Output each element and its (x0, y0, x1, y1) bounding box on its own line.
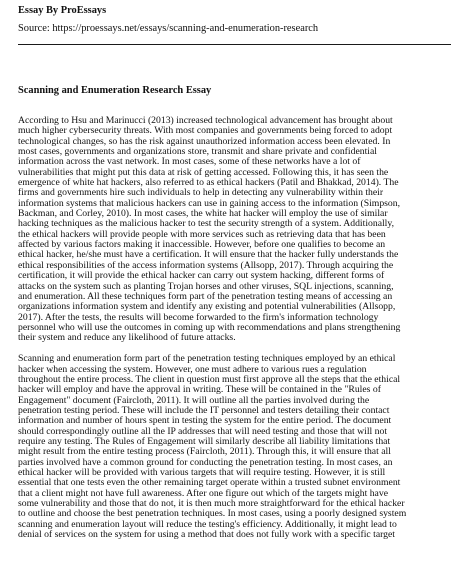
paragraph-line: denial of services on the system for using a method that does not fully work with a specific target (18, 530, 396, 540)
paragraph-line: throughout the entire process. The client in question must first approve all the steps that the ethical (18, 374, 401, 385)
essay-title: Scanning and Enumeration Research Essay (18, 85, 212, 96)
paragraph-line: hacker when accessing the system. However, one must adhere to various rues a regulation (18, 364, 367, 375)
paragraph-line: ethical hacker will be provided with various targets that will require testing. However, it is still (18, 467, 386, 478)
paragraph-line: affected by various factors making it inaccessible. However, before one qualifies to become an (18, 240, 386, 251)
paragraph-line: that a client might not have full awareness. After one figure out which of the targets might have (18, 488, 388, 499)
paragraph-line: personnel who will use the outcomes in coming up with recommendations and plans strengthening (18, 322, 401, 333)
paragraph-line: much higher cybersecurity threats. With most companies and governments being forced to adopt (18, 126, 393, 137)
paragraph-line: hacker will employ and have the approval in writing. These will be contained in the "Rules of (18, 385, 381, 396)
source-line: Source: https://proessays.net/essays/scanning-and-enumeration-research (18, 23, 319, 34)
paragraph-line: most cases, governments and organizations store, transmit and share private and confidential (18, 147, 377, 158)
paragraph-line: information systems that malicious hackers can use in gaining access to the information (Simpson, (18, 198, 401, 209)
header-divider (18, 44, 451, 45)
paragraph-line: firms and governments hire such individuals to help in detecting any vulnerability within their (18, 188, 384, 199)
paragraph-line: technological changes, so has the risk against unauthorized information access been elevated. In (18, 136, 391, 147)
paragraph-line: hacking techniques as the malicious hacker to test the security strength of a system. Additionally, (18, 219, 395, 230)
paragraph-line: According to Hsu and Marinucci (2013) increased technological advancement has brought about (18, 116, 393, 126)
essay-body (18, 116, 454, 551)
paragraph-line: organizations information system and identify any existing and potential vulnerabilities (Allsopp, (18, 302, 396, 313)
paragraph-line: information and number of hours spent in testing the system for the entire period. The document (18, 416, 392, 427)
paragraph-line: ethical responsibilities of the access information systems (Allsopp, 2017). Through acquiring the (18, 260, 394, 271)
document-header-title: Essay By ProEssays (18, 5, 107, 16)
paragraph-line: information across the vast network. In most cases, some of these networks have a lot of (18, 157, 361, 168)
paragraph-line: penetration testing period. These will include the IT personnel and testers detailing their contact (18, 405, 390, 416)
paragraph-line: their system and reduce any likelihood of future attacks. (18, 333, 236, 344)
paragraph-line: Backman, and Corley, 2010). In most cases, the white hat hacker will employ the use of similar (18, 209, 388, 220)
paragraph-line: vulnerabilities that might put this data at risk of getting accessed. Following this, it has seen the (18, 167, 389, 178)
paragraph-line: require any testing. The Rules of Engagement will similarly describe all liability limitations that (18, 436, 391, 447)
paragraph-line: attacks on the system such as planting Trojan horses and other viruses, SQL injections, scanning, (18, 281, 394, 292)
paragraph-line: ethical hacker, he/she must have a certification. It will ensure that the hacker fully understands the (18, 250, 399, 261)
paragraph-line: parties involved have a common ground for conducting the penetration testing. In most cases, an (18, 457, 393, 468)
paragraph-line: might result from the entire testing process (Faircloth, 2011). Through this, it will ensure that all (18, 447, 391, 458)
paragraph-line: should correspondingly outline all the IP addresses that will need testing and those that will not (18, 426, 388, 437)
paragraph-line: Engagement" document (Faircloth, 2011). It will outline all the parties involved during the (18, 395, 370, 406)
paragraph-line: Scanning and enumeration form part of the penetration testing techniques employed by an ethical (18, 354, 396, 365)
paragraph-line: to outline and choose the best penetration techniques. In most cases, using a poorly designed system (18, 509, 407, 520)
paragraph-line: 2017). After the tests, the results will become forwarded to the firm's information technology (18, 312, 379, 323)
paragraph-line: some vulnerability and those that do not, it is then much more straightforward for the ethical hacker (18, 498, 405, 509)
paragraph-line: certification, it will provide the ethical hacker can carry out system hacking, different forms of (18, 271, 385, 282)
essay-paragraph (18, 116, 454, 344)
paragraph-line: the ethical hackers will provide people with more services such as retrieving data that has been (18, 229, 386, 240)
essay-paragraph (18, 354, 454, 540)
paragraph-line: emergence of white hat hackers, also referred to as ethical hackers (Patil and Bhakkad, 2014). The (18, 178, 399, 189)
paragraph-line: scanning and enumeration layout will reduce the testing's efficiency. Additionally, it might lead to (18, 519, 397, 530)
paragraph-line: and enumeration. All these techniques form part of the penetration testing means of accessing an (18, 291, 393, 302)
paragraph-line: essential that one tests even the other remaining target operate within a trusted subnet environment (18, 478, 401, 489)
